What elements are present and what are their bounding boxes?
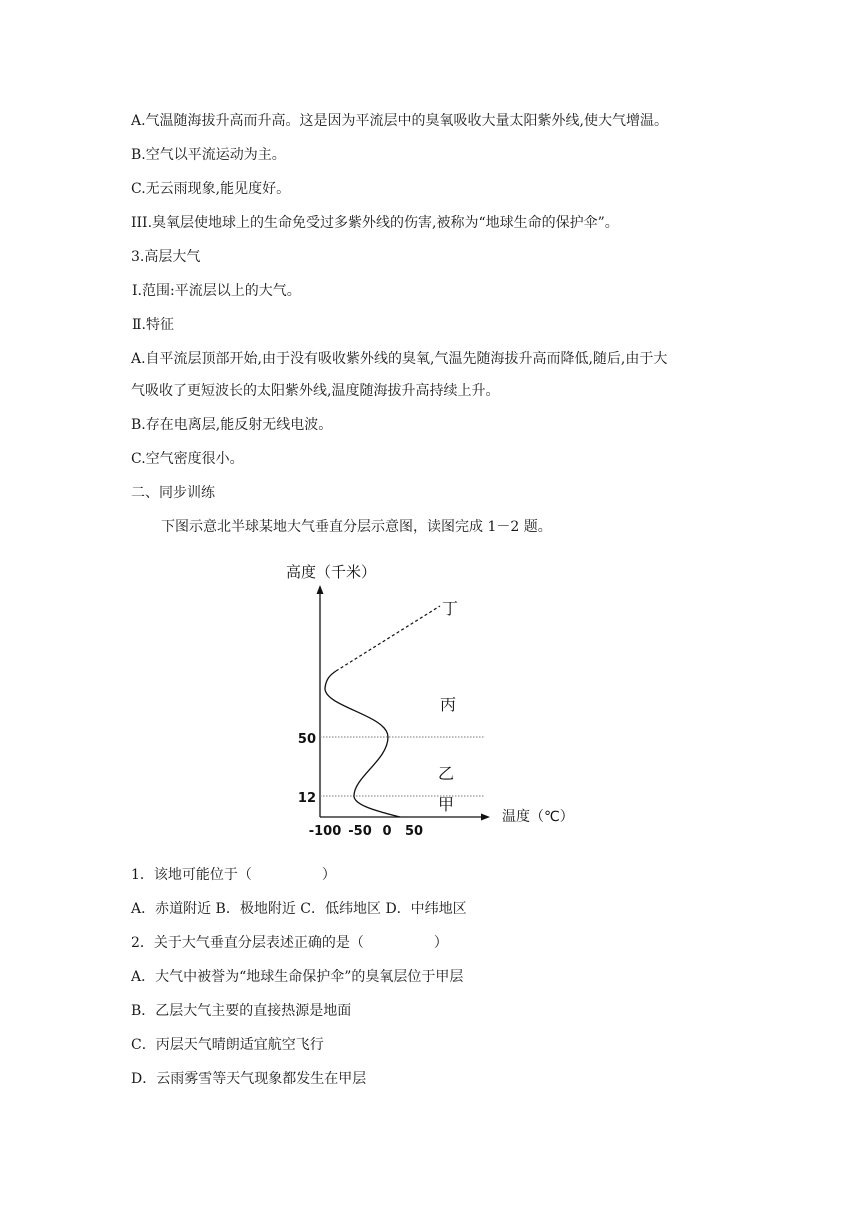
y-tick-label-50: 50 <box>297 732 316 747</box>
stratosphere-feature-c: C.无云雨现象,能见度好。 <box>131 181 291 197</box>
question-2-option-b: B．乙层大气主要的直接热源是地面 <box>131 1003 352 1019</box>
layer-label-bing: 丙 <box>440 695 457 714</box>
question-2-option-a: A．大气中被誉为“地球生命保护伞”的臭氧层位于甲层 <box>131 969 464 985</box>
upper-atmosphere-feature-a-line2: 气吸收了更短波长的太阳紫外线,温度随海拔升高持续上升。 <box>131 383 500 399</box>
x-tick-label-neg100: -100 <box>308 824 342 839</box>
atmosphere-layers-diagram <box>280 555 600 845</box>
upper-atmosphere-feature-a-line1: A.自平流层顶部开始,由于没有吸收紫外线的臭氧,气温先随海拔升高而降低,随后,由于大 <box>131 351 668 367</box>
upper-atmosphere-features-heading: Ⅱ.特征 <box>132 317 174 333</box>
x-axis-arrow-icon <box>481 814 490 821</box>
figure-intro: 下图示意北半球某地大气垂直分层示意图，读图完成 1－2 题。 <box>161 519 552 535</box>
layer-label-yi: 乙 <box>438 764 455 783</box>
stratosphere-feature-b: B.空气以平流运动为主。 <box>131 147 286 163</box>
question-2-option-d: D．云雨雾雪等天气现象都发生在甲层 <box>131 1071 367 1087</box>
upper-atmosphere-feature-c: C.空气密度很小。 <box>131 451 244 467</box>
temperature-curve <box>325 671 400 817</box>
x-tick-label-neg50: -50 <box>348 824 372 839</box>
stratosphere-feature-a: A.气温随海拔升高而升高。这是因为平流层中的臭氧吸收大量太阳紫外线,使大气增温。 <box>131 113 669 129</box>
question-2: 2．关于大气垂直分层表述正确的是（ ） <box>131 935 448 951</box>
upper-atmosphere-range: Ⅰ.范围:平流层以上的大气。 <box>132 283 301 299</box>
y-axis-label: 高度（千米） <box>286 563 377 581</box>
question-2-option-c: C．丙层天气晴朗适宜航空飞行 <box>131 1037 324 1053</box>
question-1-options: A．赤道附近 B．极地附近 C．低纬地区 D．中纬地区 <box>131 901 467 917</box>
upper-atmosphere-feature-b: B.存在电离层,能反射无线电波。 <box>131 417 333 433</box>
y-axis-arrow-icon <box>317 585 324 594</box>
x-tick-label-50: 50 <box>404 824 424 839</box>
x-axis-label: 温度（℃） <box>502 809 574 825</box>
section-heading-practice: 二、同步训练 <box>131 485 215 501</box>
layer-label-ding: 丁 <box>442 599 459 618</box>
section-heading-upper-atmosphere: 3.高层大气 <box>131 249 201 265</box>
question-1: 1．该地可能位于（ ） <box>131 867 336 883</box>
y-tick-label-12: 12 <box>297 791 316 806</box>
layer-label-jia: 甲 <box>438 795 455 814</box>
x-tick-label-0: 0 <box>382 824 392 839</box>
ozone-layer-note: III.臭氧层使地球上的生命免受过多紫外线的伤害,被称为“地球生命的保护伞”。 <box>131 215 619 231</box>
temperature-curve-dashed <box>336 606 440 671</box>
